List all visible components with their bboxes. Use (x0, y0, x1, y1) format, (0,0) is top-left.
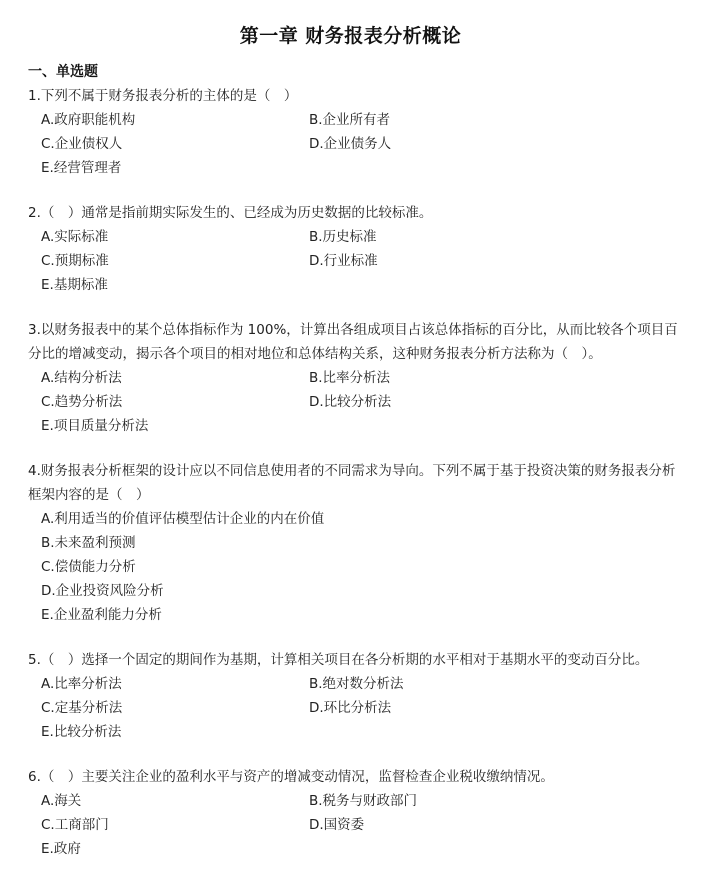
option-b: B.绝对数分析法 (309, 676, 404, 692)
question-list (28, 84, 683, 882)
option-grid (41, 789, 683, 861)
option-e: E.经营管理者 (41, 160, 122, 176)
option-e: E.基期标准 (41, 277, 108, 293)
option-b: B.历史标准 (309, 229, 377, 245)
question-3 (28, 318, 683, 438)
option-grid (41, 108, 683, 180)
option-list (41, 507, 683, 627)
option-a: A.海关 (41, 793, 82, 809)
option-d: D.国资委 (309, 817, 365, 833)
question-stem: 4.财务报表分析框架的设计应以不同信息使用者的不同需求为导向。下列不属于基于投资决策的财务报表分析框架内容的是（ ） (28, 463, 676, 503)
option-a: A.实际标准 (41, 229, 109, 245)
option-d: D.环比分析法 (309, 700, 392, 716)
option-c: C.企业债权人 (41, 136, 123, 152)
option-b: B.比率分析法 (309, 370, 391, 386)
option-grid (41, 366, 683, 438)
question-stem: 6.（ ）主要关注企业的盈利水平与资产的增减变动情况，监督检查企业税收缴纳情况。 (28, 769, 554, 785)
question-6 (28, 765, 683, 861)
option-d: D.行业标准 (309, 253, 378, 269)
option-b: B.企业所有者 (309, 112, 391, 128)
option-e: E.政府 (41, 841, 81, 857)
option-c: C.趋势分析法 (41, 394, 123, 410)
option-b: B.税务与财政部门 (309, 793, 418, 809)
option-c: C.定基分析法 (41, 700, 123, 716)
question-stem: 3.以财务报表中的某个总体指标作为 100%，计算出各组成项目占该总体指标的百分比，从而比较各个项目百分比的增减变动，揭示各个项目的相对地位和总体结构关系，这种财务报表分析方法称为（ ）。 (28, 322, 678, 362)
question-1 (28, 84, 683, 180)
question-2 (28, 201, 683, 297)
option-e: E.企业盈利能力分析 (41, 607, 162, 623)
option-c: C.工商部门 (41, 817, 109, 833)
option-d: D.企业投资风险分析 (41, 583, 164, 599)
option-d: D.比较分析法 (309, 394, 392, 410)
option-a: A.结构分析法 (41, 370, 122, 386)
option-d: D.企业债务人 (309, 136, 392, 152)
question-stem: 2.（ ）通常是指前期实际发生的、已经成为历史数据的比较标准。 (28, 205, 433, 221)
question-4 (28, 459, 683, 627)
option-e: E.项目质量分析法 (41, 418, 149, 434)
section-heading: 一、单选题 (28, 64, 98, 80)
option-b: B.未来盈利预测 (41, 535, 136, 551)
chapter-title: 第一章 财务报表分析概论 (239, 25, 462, 47)
option-a: A.利用适当的价值评估模型估计企业的内在价值 (41, 511, 325, 527)
option-e: E.比较分析法 (41, 724, 122, 740)
option-c: C.偿债能力分析 (41, 559, 136, 575)
question-stem: 5.（ ）选择一个固定的期间作为基期，计算相关项目在各分析期的水平相对于基期水平的变动百分比。 (28, 652, 649, 668)
option-grid (41, 672, 683, 744)
option-grid (41, 225, 683, 297)
option-a: A.政府职能机构 (41, 112, 136, 128)
option-c: C.预期标准 (41, 253, 109, 269)
question-5 (28, 648, 683, 744)
option-a: A.比率分析法 (41, 676, 122, 692)
question-stem: 1.下列不属于财务报表分析的主体的是（ ） (28, 88, 298, 104)
